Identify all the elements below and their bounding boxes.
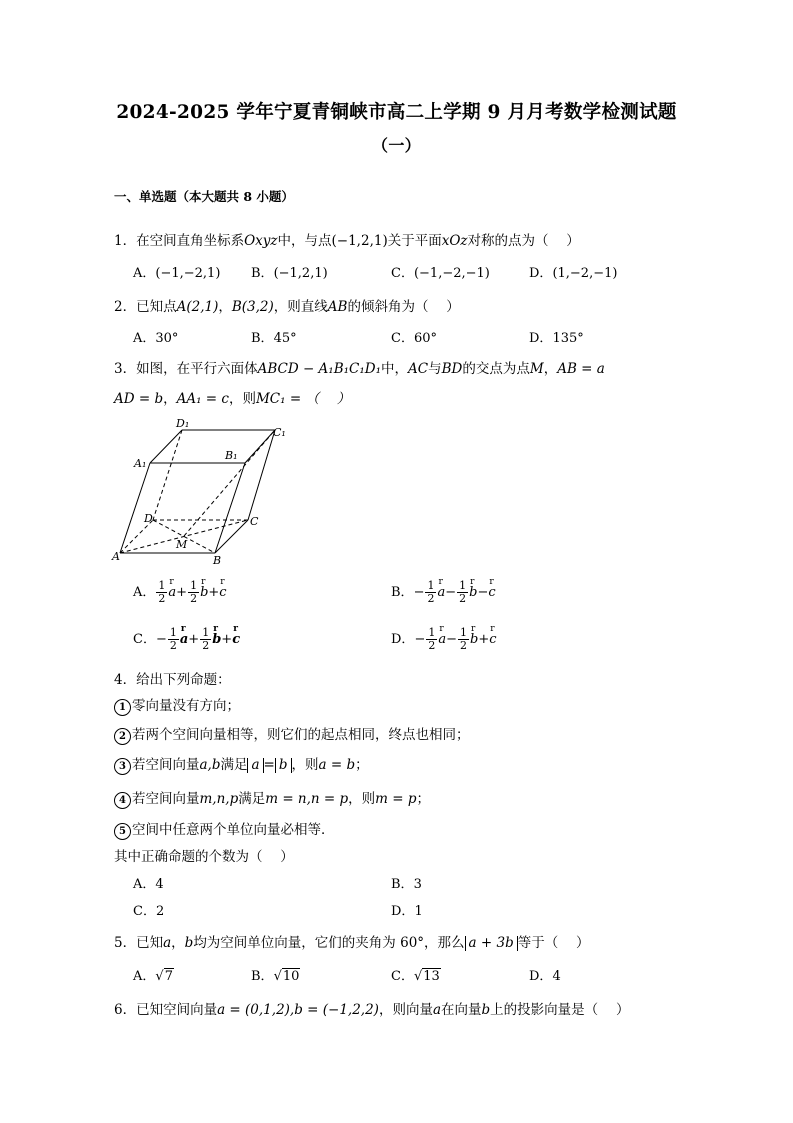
q1-coord-system: Oxyz (244, 233, 278, 249)
question-5-stem: 5．已知a，b均为空间单位向量，它们的夹角为 60°，那么 a + 3b 等于（ ） (114, 935, 590, 951)
q1-point: (−1,2,1) (331, 233, 388, 249)
q2-option-c[interactable]: C．60° (391, 331, 437, 346)
label-c: C (250, 515, 259, 528)
label-b1: B₁ (225, 449, 238, 462)
page-title-suffix: （一） (372, 136, 421, 155)
q4-item-2: 2 若两个空间向量相等，则它们的起点相同，终点也相同； (114, 723, 470, 745)
label-d1: D₁ (176, 418, 190, 430)
q3-vector-mc1: MC₁ = （ ） (255, 391, 351, 407)
question-2-stem: 2．已知点A(2,1)，B(3,2)，则直线AB的倾斜角为（ ） (114, 299, 460, 315)
q3-vector-aa1: AA₁ = c (176, 391, 229, 407)
parallelepiped-figure (110, 418, 295, 568)
q4-item-5: 5 空间中任意两个单位向量必相等． (114, 818, 335, 840)
q1-text: 中，与点 (277, 233, 332, 249)
q3-option-c[interactable]: C．− $\frac{1}{2}$ r a+ $\frac{1}{2}$ r b+ r c (133, 624, 241, 652)
q3-vector-ab: AB = a (557, 361, 605, 377)
q2-option-d[interactable]: D．135° (529, 331, 584, 346)
label-b: B (213, 554, 222, 567)
section-header: 一、单选题（本大题共 8 小题） (114, 189, 294, 204)
label-a: A (112, 550, 120, 563)
q2-option-a[interactable]: A．30° (133, 331, 179, 346)
q4-item-4: 4 若空间向量m,n,p满足m = n,n = p，则m = p； (114, 787, 430, 809)
q2-point-a: A(2,1) (176, 299, 219, 315)
q4-option-c[interactable]: C．2 (133, 904, 165, 919)
q4-option-a[interactable]: A．4 (133, 877, 164, 892)
q2-option-b[interactable]: B．45° (251, 331, 297, 346)
q1-option-a[interactable]: A．(−1,−2,1) (133, 266, 221, 281)
q4-option-b[interactable]: B．3 (391, 877, 422, 892)
q3-option-a[interactable]: A． $\frac{1}{2}$ r a+ $\frac{1}{2}$ r b+ r c (133, 577, 227, 605)
q4-item-1: 1 零向量没有方向； (114, 694, 240, 716)
q1-option-c[interactable]: C．(−1,−2,−1) (391, 266, 490, 281)
label-d: D (144, 512, 153, 525)
q1-text: 关于平面 (387, 233, 442, 249)
question-6-stem: 6．已知空间向量a = (0,1,2),b = (−1,2,2)，则向量a在向量b上的投影向量是（ ） (114, 1002, 630, 1018)
q5-option-c[interactable]: C．√13 (391, 969, 440, 984)
q4-item-3: 3 若空间向量a,b满足 a = b ，则a = b； (114, 753, 369, 775)
question-1-stem (114, 229, 580, 249)
q6-vectors: a = (0,1,2),b = (−1,2,2) (217, 1002, 379, 1018)
q1-option-b[interactable]: B．(−1,2,1) (251, 266, 328, 281)
q3-vector-ad: AD = b (114, 391, 164, 407)
q2-point-b: B(3,2) (231, 299, 274, 315)
q3-solid: ABCD − A₁B₁C₁D₁ (257, 361, 382, 377)
label-m: M (176, 538, 188, 551)
q3-option-d[interactable]: D．− $\frac{1}{2}$ r a− $\frac{1}{2}$ r b+ r c (391, 624, 497, 652)
label-c1: C₁ (273, 426, 286, 439)
q1-text: 1．在空间直角坐标系 (114, 233, 245, 249)
label-a1: A₁ (134, 457, 147, 470)
q4-ask: 其中正确命题的个数为（ ） (114, 849, 294, 865)
q1-text: 对称的点为（ ） (467, 233, 580, 249)
q4-option-d[interactable]: D．1 (391, 904, 423, 919)
question-3-stem-line2: AD = b，AA₁ = c，则MC₁ = （ ） (114, 391, 351, 407)
page-title: 2024-2025 学年宁夏青铜峡市高二上学期 9 月月考数学检测试题 (116, 102, 677, 123)
q1-plane: xOz (441, 233, 468, 249)
q3-option-b[interactable]: B．− $\frac{1}{2}$ r a− $\frac{1}{2}$ r b− r c (391, 577, 496, 605)
question-3-stem-line1: 3．如图，在平行六面体ABCD − A₁B₁C₁D₁中，AC与BD的交点为点M，AB = a (114, 361, 605, 377)
q5-option-b[interactable]: B．√10 (251, 969, 300, 984)
question-4-stem: 4．给出下列命题： (114, 672, 231, 688)
q5-expression: a + 3b (465, 936, 518, 951)
q5-option-d[interactable]: D．4 (529, 969, 561, 984)
q1-option-d[interactable]: D．(1,−2,−1) (529, 266, 618, 281)
q5-option-a[interactable]: A．√7 (133, 969, 173, 984)
